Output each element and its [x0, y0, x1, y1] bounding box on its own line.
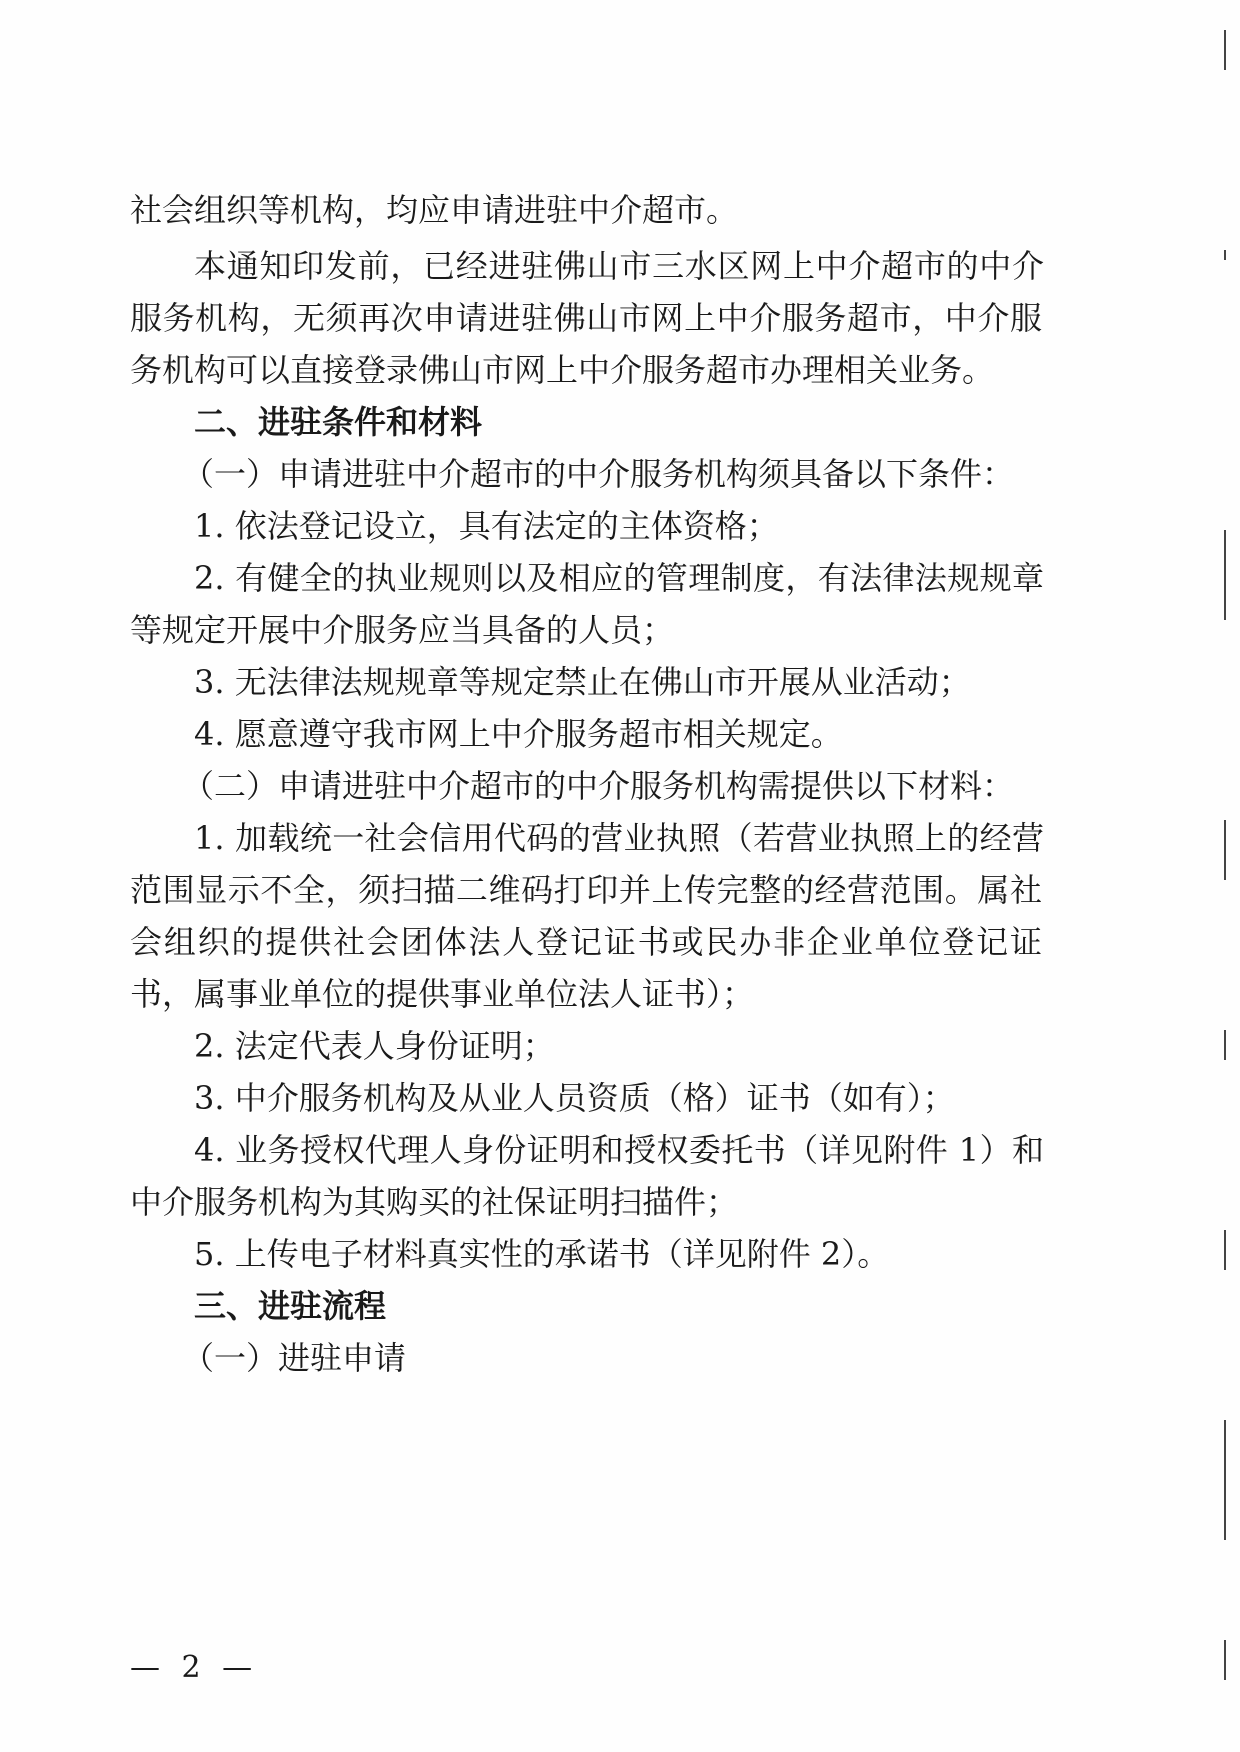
section-heading: 二、进驻条件和材料	[194, 403, 483, 441]
scan-edge-mark	[1224, 1420, 1226, 1540]
scan-edge-mark	[1224, 530, 1226, 620]
scan-edge-mark	[1224, 30, 1226, 70]
subsection-heading: （一）进驻申请	[182, 1339, 407, 1377]
scan-edge-mark	[1224, 1030, 1226, 1060]
list-item: 3. 中介服务机构及从业人员资质（格）证书（如有）；	[194, 1079, 955, 1117]
scan-edge-mark	[1224, 250, 1226, 260]
body-text-line: 社会组织等机构，均应申请进驻中介超市。	[130, 191, 739, 229]
subsection-heading: （二）申请进驻中介超市的中介服务机构需提供以下材料：	[182, 767, 1015, 805]
body-text-line: 中介服务机构为其购买的社保证明扫描件；	[130, 1183, 739, 1221]
list-item: 3. 无法律法规规章等规定禁止在佛山市开展从业活动；	[194, 663, 971, 701]
body-text-line: 范围显示不全，须扫描二维码打印并上传完整的经营范围。属社	[130, 871, 1042, 909]
list-item: 2. 法定代表人身份证明；	[194, 1027, 555, 1065]
list-item: 1. 加载统一社会信用代码的营业执照（若营业执照上的经营	[194, 819, 1044, 857]
list-item: 1. 依法登记设立，具有法定的主体资格；	[194, 507, 779, 545]
scan-edge-mark	[1224, 820, 1226, 880]
list-item: 4. 愿意遵守我市网上中介服务超市相关规定。	[194, 715, 843, 753]
list-item: 4. 业务授权代理人身份证明和授权委托书（详见附件 1）和	[194, 1131, 1044, 1169]
body-text-line: 服务机构，无须再次申请进驻佛山市网上中介服务超市，中介服	[130, 299, 1042, 337]
subsection-heading: （一）申请进驻中介超市的中介服务机构须具备以下条件：	[182, 455, 1015, 493]
scan-edge-mark	[1224, 1230, 1226, 1270]
list-item: 2. 有健全的执业规则以及相应的管理制度，有法律法规规章	[194, 559, 1044, 597]
body-text-line: 书，属事业单位的提供事业单位法人证书）；	[130, 975, 755, 1013]
page-number: — 2 —	[130, 1650, 259, 1685]
section-heading: 三、进驻流程	[194, 1287, 387, 1325]
body-text-line: 等规定开展中介服务应当具备的人员；	[130, 611, 675, 649]
body-text-line: 会组织的提供社会团体法人登记证书或民办非企业单位登记证	[130, 923, 1042, 961]
scan-edge-mark	[1224, 1640, 1226, 1680]
paragraph-first-line: 本通知印发前，已经进驻佛山市三水区网上中介超市的中介	[194, 247, 1044, 285]
list-item: 5. 上传电子材料真实性的承诺书（详见附件 2）。	[194, 1235, 890, 1273]
body-text-line: 务机构可以直接登录佛山市网上中介服务超市办理相关业务。	[130, 351, 995, 389]
